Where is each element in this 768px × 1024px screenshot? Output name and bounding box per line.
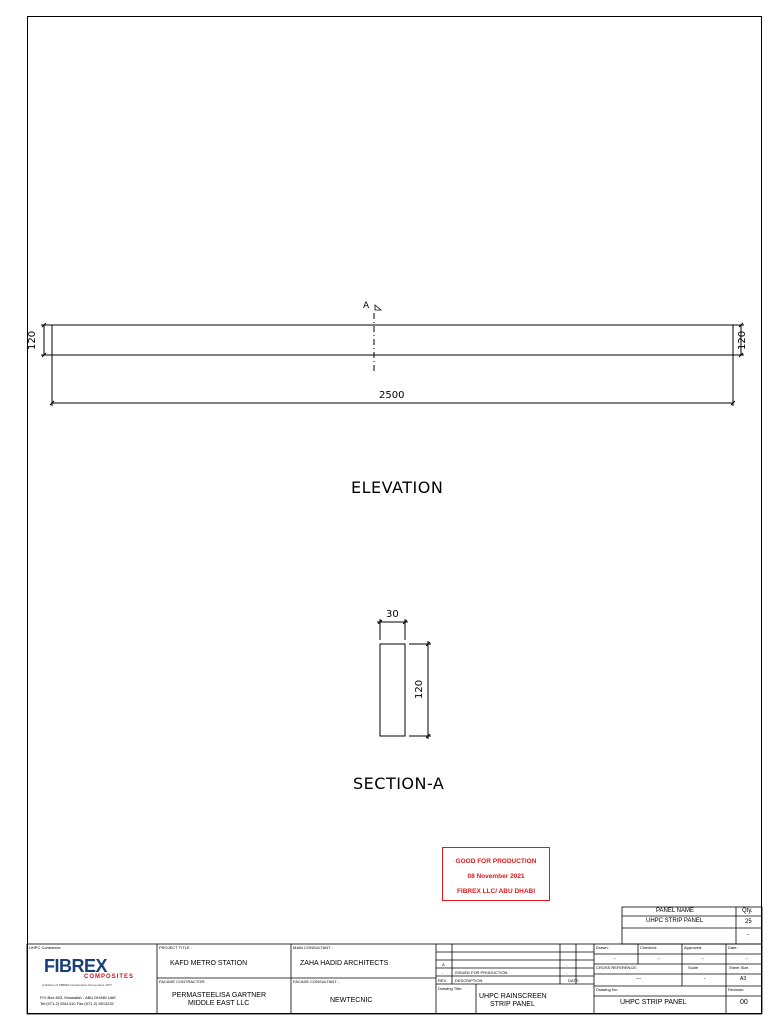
cross-ref-label: CROSS REFERENCE: bbox=[596, 965, 638, 970]
elevation-title: ELEVATION bbox=[351, 478, 444, 497]
drawing-title-line-2: STRIP PANEL bbox=[490, 1001, 535, 1008]
facade-contractor-line-1: PERMASTEELISA GARTNER bbox=[172, 992, 267, 999]
section-height-label: 120 bbox=[414, 679, 425, 699]
revision-label: Revision: bbox=[728, 987, 745, 992]
stamp-line-2: 08 November 2021 bbox=[467, 873, 525, 880]
elevation-height-right-label: 120 bbox=[737, 330, 748, 350]
logo-sub: COMPOSITES bbox=[84, 974, 135, 980]
facade-consultant: NEWTECNIC bbox=[330, 997, 373, 1004]
section-title: SECTION-A bbox=[353, 774, 445, 793]
rev-row-date-1: - bbox=[566, 962, 568, 967]
scale-label: Scale bbox=[688, 965, 699, 970]
main-consultant-label: MAIN CONSULTANT : bbox=[293, 945, 333, 950]
drawing-title-line-1: UHPC RAINSCREEN bbox=[479, 993, 547, 1000]
section-arrow-icon bbox=[375, 305, 381, 310]
panel-qty-blank: - bbox=[747, 932, 749, 938]
address-line-1: P.O.Box 803, Mussafah - ABU DHABI UAE bbox=[40, 995, 116, 1000]
date-label: DATE: bbox=[568, 978, 580, 983]
date-value: - bbox=[746, 956, 748, 962]
stamp-line-3: FIBREX LLC/ ABU DHABI bbox=[456, 888, 536, 895]
panel-name-value: UHPC STRIP PANEL bbox=[646, 918, 704, 924]
elevation-height-left-label: 120 bbox=[27, 330, 38, 350]
approved-value: - bbox=[702, 956, 704, 962]
sheet-size-value: A3 bbox=[740, 976, 747, 982]
drawing-title-label: Drawing Title: bbox=[438, 986, 463, 991]
rev-row-a-desc: ISSUED FOR PRODUCTION bbox=[455, 970, 508, 975]
panel-name-header: PANEL NAME bbox=[656, 908, 695, 914]
description-label: DESCRIPTION bbox=[455, 978, 483, 983]
rev-row-a-marker: - bbox=[442, 970, 444, 975]
rev-row-a: A bbox=[442, 962, 445, 967]
checked-label: Checked: bbox=[640, 945, 657, 950]
production-stamp bbox=[442, 847, 550, 901]
project-title: KAFD METRO STATION bbox=[170, 960, 248, 967]
approved-label: Approved: bbox=[684, 945, 703, 950]
facade-contractor-line-2: MIDDLE EAST LLC bbox=[188, 1000, 250, 1007]
section-marker-label: A bbox=[363, 301, 370, 311]
uhpc-contractor-label: UHPC Contractor: bbox=[29, 945, 62, 950]
logo-wordmark: FIBREX bbox=[44, 956, 108, 976]
scale-value: - bbox=[704, 976, 706, 982]
elevation-length-label: 2500 bbox=[379, 390, 405, 401]
drawing-no-value: UHPC STRIP PANEL bbox=[620, 999, 687, 1006]
stamp-line-1: GOOD FOR PRODUCTION bbox=[455, 858, 537, 865]
drawing-no-label: Drawing No: bbox=[596, 987, 619, 992]
main-consultant: ZAHA HADID ARCHITECTS bbox=[300, 960, 389, 967]
date2-label: Date: bbox=[728, 945, 738, 950]
fibrex-logo bbox=[34, 956, 144, 988]
cross-ref-value: --- bbox=[636, 976, 641, 982]
facade-consultant-label: FACADE CONSULTANT : bbox=[293, 979, 339, 984]
facade-contractor-label: FACADE CONTRACTOR: bbox=[159, 979, 206, 984]
rev-label: REV. bbox=[438, 978, 447, 983]
logo-tagline: A division of FIBREX Construction Group since 1977 bbox=[42, 983, 112, 987]
drawn-value: - bbox=[614, 956, 616, 962]
elevation-panel-outline bbox=[52, 325, 733, 355]
address-line-2: Tel:(971-2) 5511410 Fax:(971-2) 5513231 bbox=[40, 1001, 114, 1006]
revision-value: 00 bbox=[740, 999, 748, 1006]
sheet-size-label: Sheet Size bbox=[729, 965, 749, 970]
panel-qty-header: Qty. bbox=[742, 908, 753, 914]
panel-qty-value: 25 bbox=[745, 919, 752, 925]
checked-value: - bbox=[658, 956, 660, 962]
project-title-label: PROJECT TITLE : bbox=[159, 945, 192, 950]
section-panel-outline bbox=[380, 644, 405, 736]
drawn-label: Drawn: bbox=[596, 945, 609, 950]
rev-row-date-2: - bbox=[566, 970, 568, 975]
section-width-label: 30 bbox=[386, 609, 399, 620]
